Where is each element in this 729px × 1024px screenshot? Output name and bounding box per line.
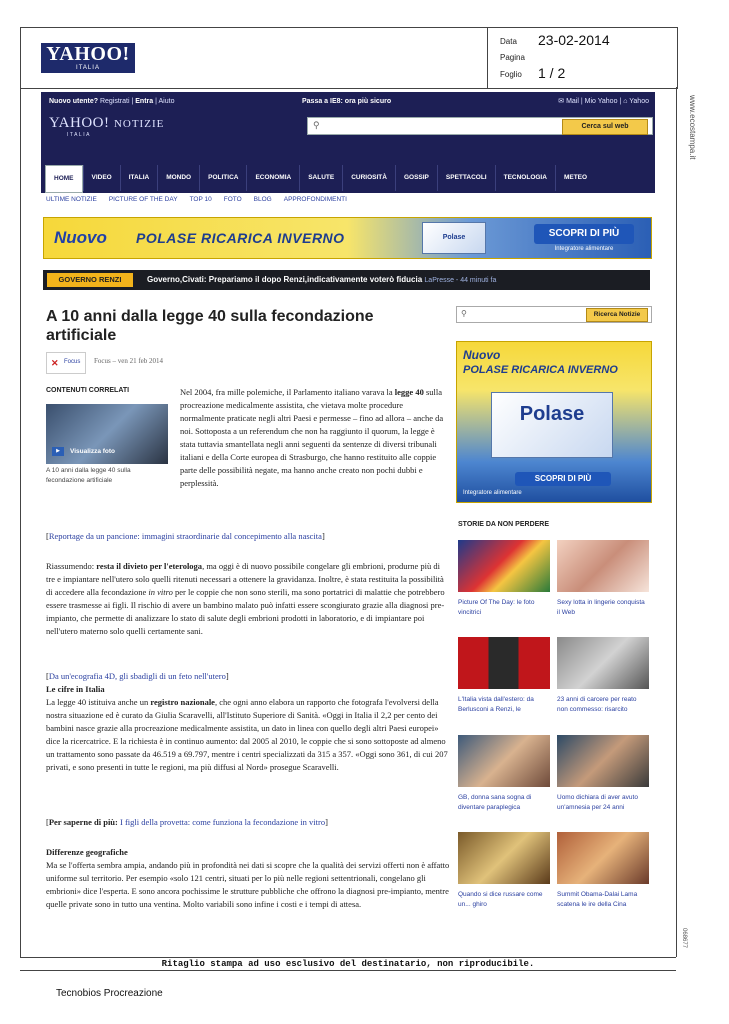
p3-text-a: Riassumendo: [46,561,97,571]
story-card[interactable] [557,540,649,618]
ad-title: POLASE RICARICA INVERNO [463,364,618,376]
ad-product-name: Polase [519,403,585,425]
nav-curiosita[interactable]: CURIOSITÀ [342,165,395,191]
story-caption[interactable]: 23 anni di carcere per reato non commesso: risarcito [557,696,637,713]
p4-text-a: La legge 40 istituiva anche un [46,697,151,707]
ticker-source: LaPresse - 44 minuti fa [424,277,497,284]
story-card[interactable] [458,735,550,813]
story-image[interactable] [458,735,550,787]
p1-text-b: sulla procreazione medicalmente assistita, che vietava molte procedure normalmente praticate negli altri Paesi e permesse – fino ad allora – anche da noi. Sottoposta a un referendum che non ha raggiunto il quorum, la legge è stata tuttavia smantellata negli anni seguenti da sentenze di diversi tribunali italiani e della Corte europea di Strasburgo, che hanno restituito alle coppie parte delle possibilità negate, ma hanno anche creato non pochi dubbi e perplessità. [180,387,444,488]
story-card[interactable] [557,637,649,715]
p1-bold: legge 40 [394,387,424,397]
story-image[interactable] [458,540,550,592]
subnav-ultime-notizie[interactable]: ULTIME NOTIZIE [46,196,97,203]
news-ticker [43,270,650,290]
separator: | [155,98,157,105]
ad-product-image [491,392,613,458]
thumbnail-caption[interactable]: A 10 anni dalla legge 40 sulla fecondazione artificiale [46,467,131,484]
story-caption[interactable]: Summit Obama-Dalai Lama scatena le ire della Cina [557,891,638,908]
frame-right [676,87,677,957]
yahoo-notizie-brand[interactable] [49,114,164,138]
banner-cta-button[interactable]: SCOPRI DI PIÙ [534,224,634,244]
p4-bold: registro nazionale [150,697,215,707]
differenze-heading: Differenze geografiche [46,847,128,857]
article-paragraph-1 [180,386,448,490]
foglio-label: Foglio [500,70,522,79]
banner-subtext: Integratore alimentare [554,246,614,252]
logo-subtext: ITALIA [76,65,100,71]
story-caption[interactable]: Quando si dice russare come un... ghiro [458,891,543,908]
ticker-headline[interactable] [147,275,496,284]
related-video-thumbnail[interactable] [46,404,168,464]
home-icon[interactable]: ⌂ [623,98,628,105]
web-search-button[interactable]: Cerca sul web [562,119,648,135]
p1-text-a: Nel 2004, fra mille polemiche, il Parlamento italiano varava la [180,387,395,397]
p6-text: Ma se l'offerta sembra ampia, andando più in profondità nei dati si scopre che la qualità dei servizi offerti non è affatto uniforme sul territorio. Per esempio «solo 121 centri, situati per lo più nelle regioni settentrionali, congelano gli embrioni» dice l'esperta. E sono ancora pochissime le strutture pubbliche che offrono la diagnosi pre-impianto, mentre quelle private sono in tutto una ventina. Molto variabili sono infine i costi e i tempi di attesa. [46,860,450,909]
mail-link[interactable]: Mail [566,98,579,105]
story-image[interactable] [557,735,649,787]
story-caption[interactable]: Sexy lotta in lingerie conquista il Web [557,599,645,616]
ticker-tag[interactable]: GOVERNO RENZI [47,273,133,287]
nav-video[interactable]: VIDEO [83,165,120,191]
pagina-label: Pagina [500,53,525,62]
brand-italia: ITALIA [67,132,91,138]
article-byline: Focus – ven 21 feb 2014 [94,357,164,365]
story-image[interactable] [458,637,550,689]
article-paragraph-6 [46,846,450,911]
p3-text-c: per le coppie che non sono sterili, ma sono portatrici di malattie che potrebbero essere trasmesse ai figli. Il rischio di avere un bambino malato può infatti essere scongiurato grazie alla diagnosi pre-impianto, che permette di analizzare lo stato di salute degli embrioni prodotti in laboratorio, e di impiantare poi nell'utero materno solo quelli certamente sani. [46,587,445,636]
subnav-top-10[interactable]: TOP 10 [189,196,212,203]
story-image[interactable] [557,832,649,884]
brand-notizie: NOTIZIE [113,118,165,130]
banner-product-image: Polase [422,222,486,254]
separator: | [580,98,583,105]
account-links [49,98,174,105]
nav-meteo[interactable]: METEO [555,165,595,191]
p3-italic: in vitro [148,587,173,597]
story-caption[interactable]: GB, donna sana sogna di diventare paraplegica [458,794,532,811]
clipping-client: Tecnobios Procreazione [56,988,163,999]
subnav-foto[interactable]: FOTO [223,196,242,203]
ticker-text: Governo,Civati: Prepariamo il dopo Renzi,indicativamente voterò fiducia [147,275,423,284]
news-search-input[interactable] [456,306,652,323]
web-search-input[interactable] [307,117,653,135]
subnav-approfondimenti[interactable]: APPROFONDIMENTI [283,196,347,203]
news-search-button[interactable]: Ricerca Notizie [586,308,648,322]
story-caption[interactable]: Picture Of The Day: le foto vincitrici [458,599,535,616]
story-card[interactable] [458,832,550,910]
logo-text: YAHOO! [46,43,130,65]
article-paragraph-3 [46,560,450,638]
clipping-code: 068677 [681,928,687,949]
nav-politica[interactable]: POLITICA [199,165,246,191]
story-image[interactable] [557,540,649,592]
nav-italia[interactable]: ITALIA [120,165,157,191]
cifre-heading: Le cifre in Italia [46,684,105,694]
mail-icon[interactable]: ✉ [558,98,565,105]
ecostampa-url: www.ecostampa.it [688,95,697,160]
new-user-text: Nuovo utente? [49,98,98,105]
article-more-info: [Per saperne di più: I figli della provetta: come funziona la fecondazione in vitro] [46,817,328,827]
polase-banner-ad[interactable] [43,217,652,259]
separator: | [131,98,134,105]
my-yahoo-link[interactable]: Mio Yahoo [584,98,618,105]
ad-cta-button[interactable]: SCOPRI DI PIÙ [515,472,611,486]
story-card[interactable] [458,540,550,618]
p3-bold: resta il divieto per l'eterologa [96,561,203,571]
register-link[interactable]: Registrati [99,98,130,105]
nav-mondo[interactable]: MONDO [157,165,199,191]
nav-gossip[interactable]: GOSSIP [395,165,437,191]
yahoo-italia-logo [41,43,135,73]
provetta-link[interactable]: I figli della provetta: come funziona la fecondazione in vitro [120,817,326,827]
article-title: A 10 anni dalla legge 40 sulla fecondazione artificiale [46,308,374,344]
article-link-reportage: [Reportage da un pancione: immagini straordinarie dal concepimento alla nascita] [46,531,325,541]
thumbnail-label: Visualizza foto [70,448,116,455]
camera-icon: ▶ [52,447,64,456]
reportage-link[interactable]: Reportage da un pancione: immagini straordinarie dal concepimento alla nascita [48,531,322,541]
foglio-value: 1 / 2 [538,65,566,81]
clipping-header [20,27,678,89]
related-content-header: CONTENUTI CORRELATI [46,387,130,394]
search-icon: ⚲ [313,120,320,130]
story-card[interactable] [458,637,550,715]
polase-sidebar-ad[interactable] [456,341,652,503]
banner-title: POLASE RICARICA INVERNO [136,230,345,246]
story-image[interactable] [458,832,550,884]
nav-tecnologia[interactable]: TECNOLOGIA [495,165,555,191]
yahoo-home-link[interactable]: Yahoo [629,98,649,105]
brand-yahoo: YAHOO! [49,115,110,131]
subnav-blog[interactable]: BLOG [253,196,272,203]
focus-label: Focus [64,359,81,365]
data-value: 23-02-2014 [538,32,610,48]
subnav-picture-of-the-day[interactable]: PICTURE OF THE DAY [108,196,178,203]
nav-economia[interactable]: ECONOMIA [246,165,299,191]
clipping-meta [487,28,677,88]
data-label: Data [500,37,517,46]
article-paragraph-4: [Da un'ecografia 4D, gli sbadigli di un feto nell'utero] Le cifre in Italia La legge 40 istituiva anche un registro nazionale, che ogni anno elabora un rapporto che fotografa l'evolversi della nostra situazione ed è curato da Giulia Scaravelli, all'Istituto Superiore di Sanità. «Oggi in Italia il 2,2 per cento dei bambini nasce grazie alla procreazione medicalmente assistita, un dato in linea con quello degli altri Paesi europei» dice la ricercatrice. E la richiesta è in continuo aumento: dal 2005 al 2010, le coppie che si sono sottoposte ad almeno un trattamento sono passate da 46.519 a 69.797, mentre i centri specializzati da 315 a 357. «Oggi sono 361, di cui 207 privati, e sono presenti in tutte le regioni, ma più diffusi al Nord» prosegue Scaravelli. [46,671,448,772]
frame-left [20,87,21,957]
ie8-link[interactable]: Passa a IE8: ora più sicuro [302,98,392,105]
nav-salute[interactable]: SALUTE [299,165,342,191]
separator: | [619,98,622,105]
nav-home[interactable]: HOME [45,165,83,193]
stories-header: STORIE DA NON PERDERE [458,521,550,528]
p3-text-b: , ma oggi è di nuovo possibile congelare gli embrioni, produrne più di tre e impiantare nell'utero solo quelli ritenuti necessari a ottenere la gravidanza. Inoltre, è stata restituita la possibilità di accedere alla fecondazione [46,561,444,597]
story-card[interactable] [557,735,649,813]
sub-nav [46,196,347,203]
search-icon: ⚲ [461,309,467,318]
p4-text-b: , che ogni anno elabora un rapporto che fotografa l'evolversi della nostra situazione ed è curato da Giulia Scaravelli, all'Istituto Superiore di Sanità. «Oggi in Italia il 2,2 per cento dei bambini nasce grazie alla procreazione medicalmente assistita, un dato in linea con quello degli altri Paesi europei» dice la ricercatrice. E la richiesta è in continuo aumento: dal 2005 al 2010, le coppie che si sono sottoposte ad almeno un trattamento sono passate da 46.519 a 69.797, mentre i centri specializzati da 315 a 357. «Oggi sono 361, di cui 207 privati, e sono presenti in tutte le regioni, ma più diffusi al Nord» prosegue Scaravelli. [46,697,448,772]
story-card[interactable] [557,832,649,910]
yahoo-header [41,92,655,193]
ecografia-link[interactable]: Da un'ecografia 4D, gli sbadigli di un feto nell'utero [48,671,226,681]
story-caption[interactable]: Uomo dichiara di aver avuto un'amnesia per 24 anni [557,794,638,811]
nav-spettacoli[interactable]: SPETTACOLI [437,165,495,191]
more-info-label: Per saperne di più: [48,817,118,827]
focus-source-logo[interactable] [46,352,86,374]
login-link[interactable]: Entra [135,98,154,105]
ad-nuovo: Nuovo [463,348,501,362]
ad-subtext: Integratore alimentare [463,490,522,496]
story-image[interactable] [557,637,649,689]
story-caption[interactable]: L'Italia vista dall'estero: da Berlusconi a Renzi, le [458,696,534,713]
focus-x-icon: ✕ [51,358,59,368]
main-nav [45,165,595,193]
clipping-disclaimer: Ritaglio stampa ad uso esclusivo del destinatario, non riproducibile. [20,957,676,971]
header-right-links [558,97,649,105]
help-link[interactable]: Aiuto [158,98,175,105]
banner-nuovo: Nuovo [54,228,107,247]
